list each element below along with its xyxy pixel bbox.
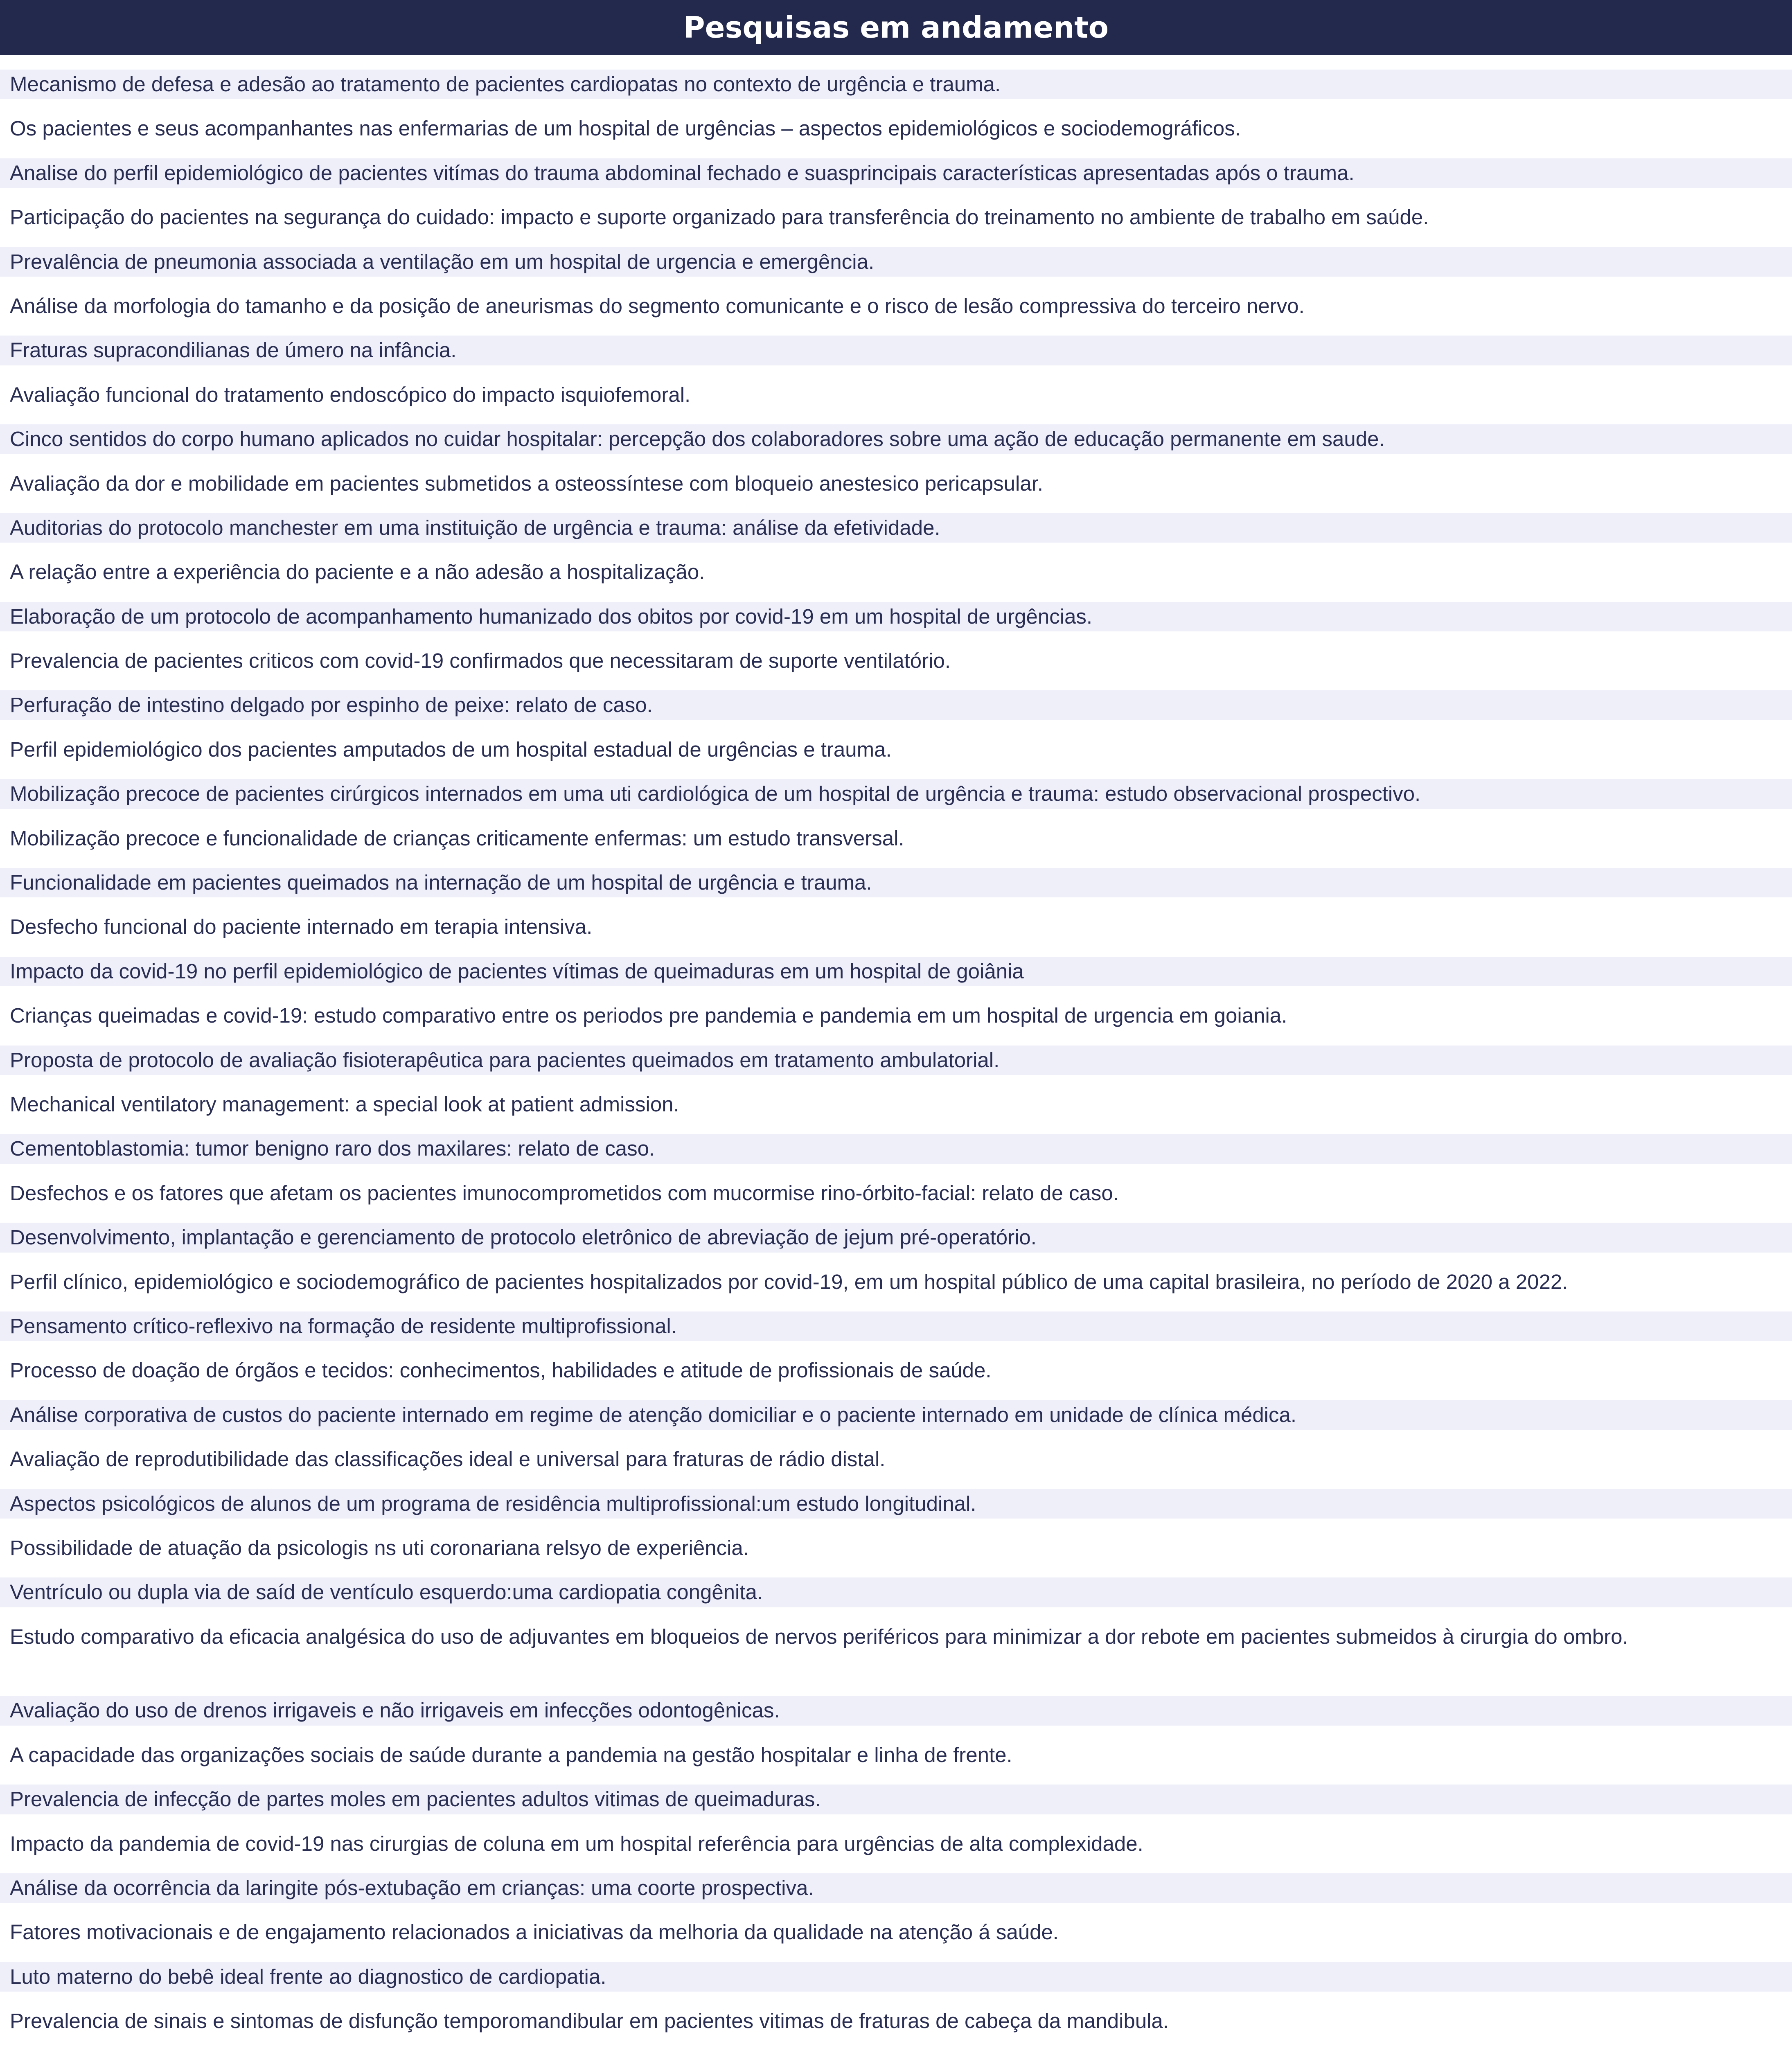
list-item-text: Luto materno do bebê ideal frente ao diagnostico de cardiopatia. [0, 1962, 1792, 1992]
list-item-text: Proposta de protocolo de avaliação fisioterapêutica para pacientes queimados em tratamento ambulatorial. [0, 1046, 1792, 1075]
list-item-text: Avaliação funcional do tratamento endoscópico do impacto isquiofemoral. [10, 383, 691, 406]
list-item-text: Mobilização precoce e funcionalidade de crianças criticamente enfermas: um estudo transversal. [10, 826, 904, 850]
list-item-text: Participação do pacientes na segurança do cuidado: impacto e suporte organizado para transferência do treinamento no ambiente de trabalho em saúde. [10, 205, 1429, 229]
list-item-text: Perfil clínico, epidemiológico e sociodemográfico de pacientes hospitalizados por covid-19, em um hospital público de uma capital brasileira, no período de 2020 a 2022. [10, 1270, 1568, 1293]
list-item-text: Impacto da pandemia de covid-19 nas cirurgias de coluna em um hospital referência para urgências de alta complexidade. [10, 1832, 1143, 1855]
list-item-text: Cementoblastomia: tumor benigno raro dos maxilares: relato de caso. [0, 1134, 1792, 1163]
list-item-text: Análise da morfologia do tamanho e da posição de aneurismas do segmento comunicante e o risco de lesão compressiva do terceiro nervo. [10, 294, 1305, 318]
list-item [0, 1164, 1792, 1208]
list-item [0, 1992, 1792, 2036]
list-item [0, 321, 1792, 365]
list-item [0, 1814, 1792, 1859]
page-title-bar [0, 0, 1792, 55]
list-item-text: Avaliação da dor e mobilidade em pacientes submetidos a osteossíntese com bloqueio anestesico pericapsular. [10, 471, 1044, 495]
list-item [0, 188, 1792, 232]
list-item [0, 631, 1792, 676]
list-item [0, 144, 1792, 188]
list-item [0, 942, 1792, 986]
list-item [0, 232, 1792, 277]
list-item [0, 1859, 1792, 1903]
list-item [0, 543, 1792, 587]
list-item-text: Prevalência de pneumonia associada a ventilação em um hospital de urgencia e emergência. [0, 247, 1792, 277]
list-item-text: A capacidade das organizações sociais de saúde durante a pandemia na gestão hospitalar e linha de frente. [10, 1743, 1012, 1767]
list-item [0, 1770, 1792, 1814]
list-item [0, 1430, 1792, 1474]
list-item [0, 2036, 1792, 2046]
list-item-text: Fatores motivacionais e de engajamento relacionados a iniciativas da melhoria da qualidade na atenção á saúde. [10, 1920, 1059, 1944]
list-item [0, 986, 1792, 1030]
list-item-text: Avaliação de reprodutibilidade das classificações ideal e universal para fraturas de rádio distal. [10, 1447, 886, 1471]
list-item-text: Desenvolvimento, implantação e gerenciamento de protocolo eletrônico de abreviação de jejum pré-operatório. [0, 1223, 1792, 1252]
list-item [0, 277, 1792, 321]
list-item [0, 1119, 1792, 1163]
list-item-text: Os pacientes e seus acompanhantes nas enfermarias de um hospital de urgências – aspectos epidemiológicos e sociodemográficos. [10, 117, 1241, 140]
list-item [0, 809, 1792, 853]
list-item [0, 454, 1792, 498]
list-item-text: Cinco sentidos do corpo humano aplicados no cuidar hospitalar: percepção dos colaboradores sobre uma ação de educação permanente em saude. [0, 424, 1792, 454]
list-item [0, 1253, 1792, 1297]
list-item-text: Pensamento crítico-reflexivo na formação de residente multiprofissional. [0, 1311, 1792, 1341]
list-item-text: Perfuração de intestino delgado por espinho de peixe: relato de caso. [0, 690, 1792, 720]
list-item [0, 1607, 1792, 1681]
list-item [0, 1681, 1792, 1725]
list-item [0, 1563, 1792, 1607]
list-item-text: Análise corporativa de custos do paciente internado em regime de atenção domiciliar e o paciente internado em unidade de clínica médica. [0, 1400, 1792, 1430]
list-item-text: Prevalencia de pacientes criticos com covid-19 confirmados que necessitaram de suporte ventilatório. [10, 649, 951, 673]
list-item-text: Crianças queimadas e covid-19: estudo comparativo entre os periodos pre pandemia e pandemia em um hospital de urgencia em goiania. [10, 1004, 1287, 1028]
list-item [0, 1386, 1792, 1430]
list-item-text: Possibilidade de atuação da psicologis ns uti coronariana relsyo de experiência. [10, 1536, 749, 1559]
list-item-text: Análise da ocorrência da laringite pós-extubação em crianças: uma coorte prospectiva. [0, 1873, 1792, 1903]
list-item-text: Funcionalidade em pacientes queimados na internação de um hospital de urgência e trauma. [0, 868, 1792, 897]
list-item-text: Impacto da covid-19 no perfil epidemiológico de pacientes vítimas de queimaduras em um hospital de goiânia [0, 957, 1792, 986]
list-item-text: Estudo comparativo da eficacia analgésica do uso de adjuvantes em bloqueios de nervos periféricos para minimizar a dor rebote em pacientes submeidos à cirurgia do ombro. [10, 1625, 1628, 1648]
list-item [0, 1519, 1792, 1563]
list-item [0, 720, 1792, 764]
list-item-text: Prevalencia de sinais e sintomas de disfunção temporomandibular em pacientes vitimas de fraturas de cabeça da mandibula. [10, 2009, 1169, 2033]
list-item-text: Aspectos psicológicos de alunos de um programa de residência multiprofissional:um estudo longitudinal. [0, 1489, 1792, 1519]
list-item [0, 853, 1792, 897]
list-item-text: Prevalencia de infecção de partes moles em pacientes adultos vitimas de queimaduras. [0, 1785, 1792, 1814]
list-item-text: Mechanical ventilatory management: a special look at patient admission. [10, 1092, 679, 1116]
list-item [0, 410, 1792, 454]
list-item [0, 1903, 1792, 1947]
list-item-text: Mecanismo de defesa e adesão ao tratamento de pacientes cardiopatas no contexto de urgência e trauma. [0, 70, 1792, 99]
list-item-text: Elaboração de um protocolo de acompanhamento humanizado dos obitos por covid-19 em um hospital de urgências. [0, 602, 1792, 631]
list-item-text: Analise do perfil epidemiológico de pacientes vitímas do trauma abdominal fechado e suasprincipais características apresentadas após o trauma. [0, 158, 1792, 188]
list-item [0, 1297, 1792, 1341]
list-item [0, 764, 1792, 809]
research-list [0, 55, 1792, 2046]
list-item [0, 1341, 1792, 1385]
list-item-text: Mobilização precoce de pacientes cirúrgicos internados em uma uti cardiológica de um hospital de urgência e trauma: estudo observacional prospectivo. [0, 779, 1792, 809]
list-item [0, 587, 1792, 631]
list-item-text: Processo de doação de órgãos e tecidos: conhecimentos, habilidades e atitude de profissionais de saúde. [10, 1359, 992, 1382]
list-item-text: Desfecho funcional do paciente internado em terapia intensiva. [10, 915, 593, 939]
list-item [0, 897, 1792, 942]
list-item-text: Perfil epidemiológico dos pacientes amputados de um hospital estadual de urgências e trauma. [10, 737, 892, 761]
list-item [0, 676, 1792, 720]
list-item-text: Auditorias do protocolo manchester em uma instituição de urgência e trauma: análise da efetividade. [0, 513, 1792, 543]
list-item [0, 365, 1792, 410]
list-item-text: A relação entre a experiência do paciente e a não adesão a hospitalização. [10, 560, 705, 584]
list-item-text: Fraturas supracondilianas de úmero na infância. [0, 336, 1792, 365]
list-item-text: Ventrículo ou dupla via de saíd de ventículo esquerdo:uma cardiopatia congênita. [0, 1577, 1792, 1607]
list-item [0, 1474, 1792, 1519]
list-item [0, 99, 1792, 143]
page-title: Pesquisas em andamento [683, 10, 1109, 45]
list-item [0, 1947, 1792, 1992]
list-item [0, 498, 1792, 543]
list-item [0, 1075, 1792, 1119]
list-item [0, 1208, 1792, 1252]
list-item [0, 1031, 1792, 1075]
list-item [0, 55, 1792, 99]
list-item-text: Avaliação do uso de drenos irrigaveis e não irrigaveis em infecções odontogênicas. [0, 1696, 1792, 1725]
list-item-text: Desfechos e os fatores que afetam os pacientes imunocomprometidos com mucormise rino-órbito-facial: relato de caso. [10, 1181, 1119, 1205]
list-item [0, 1726, 1792, 1770]
